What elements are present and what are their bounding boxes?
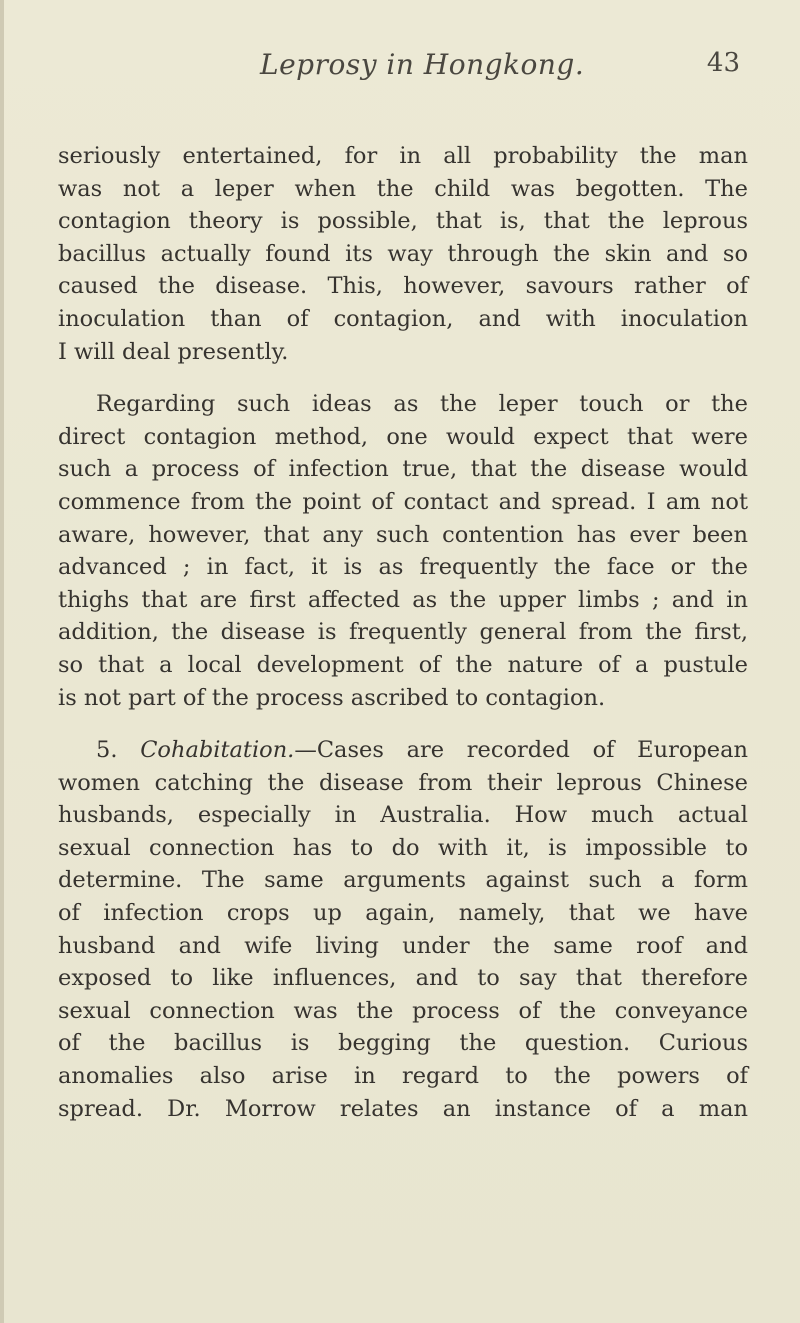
text-line: addition, the disease is frequently general from the first, (58, 619, 748, 646)
paragraph-2 (58, 388, 748, 714)
section-first-line: —Cases are recorded of European (294, 737, 748, 764)
text-line: sexual connection has to do with it, is impossible to (58, 834, 748, 861)
text-line: such a process of infection true, that the disease would (58, 456, 748, 483)
text-line: women catching the disease from their leprous Chinese (58, 769, 748, 796)
section-title: Cohabitation. (140, 737, 295, 764)
text-line: bacillus actually found its way through the skin and so (58, 240, 748, 267)
text-line: aware, however, that any such contention has ever been (58, 521, 748, 548)
text-line: of the bacillus is begging the question. Curious (58, 1030, 748, 1057)
text-line: spread. Dr. Morrow relates an instance of a man (58, 1095, 748, 1122)
text-line: caused the disease. This, however, savours rather of (58, 273, 748, 300)
section-heading-line (58, 734, 748, 767)
text-line: so that a local development of the nature of a pustule (58, 651, 748, 678)
text-line: anomalies also arise in regard to the powers of (58, 1063, 748, 1090)
paragraph-1 (58, 140, 748, 368)
text-line: Regarding such ideas as the leper touch or the (96, 391, 748, 418)
text-line: exposed to like influences, and to say that therefore (58, 965, 748, 992)
body-text (58, 140, 748, 1125)
page-edge (0, 0, 4, 1323)
page-header (120, 48, 740, 88)
page-number: 43 (706, 48, 740, 78)
text-line: contagion theory is possible, that is, that the leprous (58, 208, 748, 235)
text-line: husband and wife living under the same roof and (58, 932, 748, 959)
section-number: 5. (96, 737, 118, 764)
text-line: commence from the point of contact and spread. I am not (58, 488, 748, 515)
paragraph-3 (58, 734, 748, 1125)
text-line: is not part of the process ascribed to contagion. (58, 684, 606, 711)
text-line: of infection crops up again, namely, that we have (58, 900, 748, 927)
text-line: thighs that are first affected as the upper limbs ; and in (58, 586, 748, 613)
text-line: seriously entertained, for in all probability the man (58, 143, 748, 169)
text-line: inoculation than of contagion, and with inoculation (58, 305, 748, 332)
text-line: I will deal presently. (58, 338, 289, 365)
text-line: direct contagion method, one would expect that were (58, 423, 748, 450)
text-line: determine. The same arguments against such a form (58, 867, 748, 894)
running-title: Leprosy in Hongkong. (260, 48, 585, 81)
text-line: advanced ; in fact, it is as frequently the face or the (58, 554, 748, 581)
text-line: husbands, especially in Australia. How much actual (58, 802, 748, 829)
text-line: was not a leper when the child was begotten. The (58, 175, 748, 202)
text-line: sexual connection was the process of the conveyance (58, 997, 748, 1024)
